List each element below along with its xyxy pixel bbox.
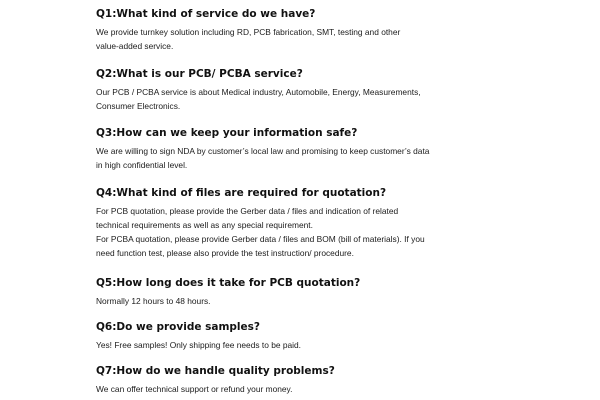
faq-answer-line: Consumer Electronics. [96, 101, 181, 111]
faq-answer-line: need function test, please also provide the test instruction/ procedure. [96, 248, 354, 258]
faq-question: Q7:How do we handle quality problems? [96, 365, 335, 377]
faq-answer-line: Normally 12 hours to 48 hours. [96, 296, 211, 306]
faq-question: Q6:Do we provide samples? [96, 321, 260, 333]
faq-answer-line: Our PCB / PCBA service is about Medical industry, Automobile, Energy, Measurements, [96, 87, 421, 97]
faq-answer-line: in high confidential level. [96, 160, 188, 170]
faq-answer-line: We provide turnkey solution including RD, PCB fabrication, SMT, testing and other [96, 27, 401, 37]
faq-item [96, 187, 596, 260]
faq-answer-line: For PCBA quotation, please provide Gerber data / files and BOM (bill of materials). If you [96, 234, 425, 244]
faq-answer-line: value-added service. [96, 41, 174, 51]
faq-item [96, 321, 596, 352]
faq-item [96, 8, 596, 53]
faq-item [96, 68, 596, 113]
faq-question: Q1:What kind of service do we have? [96, 8, 316, 20]
faq-question: Q2:What is our PCB/ PCBA service? [96, 68, 303, 80]
faq-question: Q3:How can we keep your information safe? [96, 127, 358, 139]
faq-answer-line: For PCB quotation, please provide the Gerber data / files and indication of related [96, 206, 399, 216]
faq-question: Q4:What kind of files are required for quotation? [96, 187, 387, 199]
faq-item [96, 365, 596, 396]
faq-answer-line: Yes! Free samples! Only shipping fee needs to be paid. [96, 340, 302, 350]
faq-answer-line: We can offer technical support or refund your money. [96, 384, 293, 394]
faq-item [96, 277, 596, 308]
faq-item [96, 127, 596, 172]
faq-answer-line: technical requirements as well as any special requirement. [96, 220, 313, 230]
faq-question: Q5:How long does it take for PCB quotation? [96, 277, 361, 289]
faq-answer-line: We are willing to sign NDA by customer’s local law and promising to keep customer’s data [96, 146, 430, 156]
